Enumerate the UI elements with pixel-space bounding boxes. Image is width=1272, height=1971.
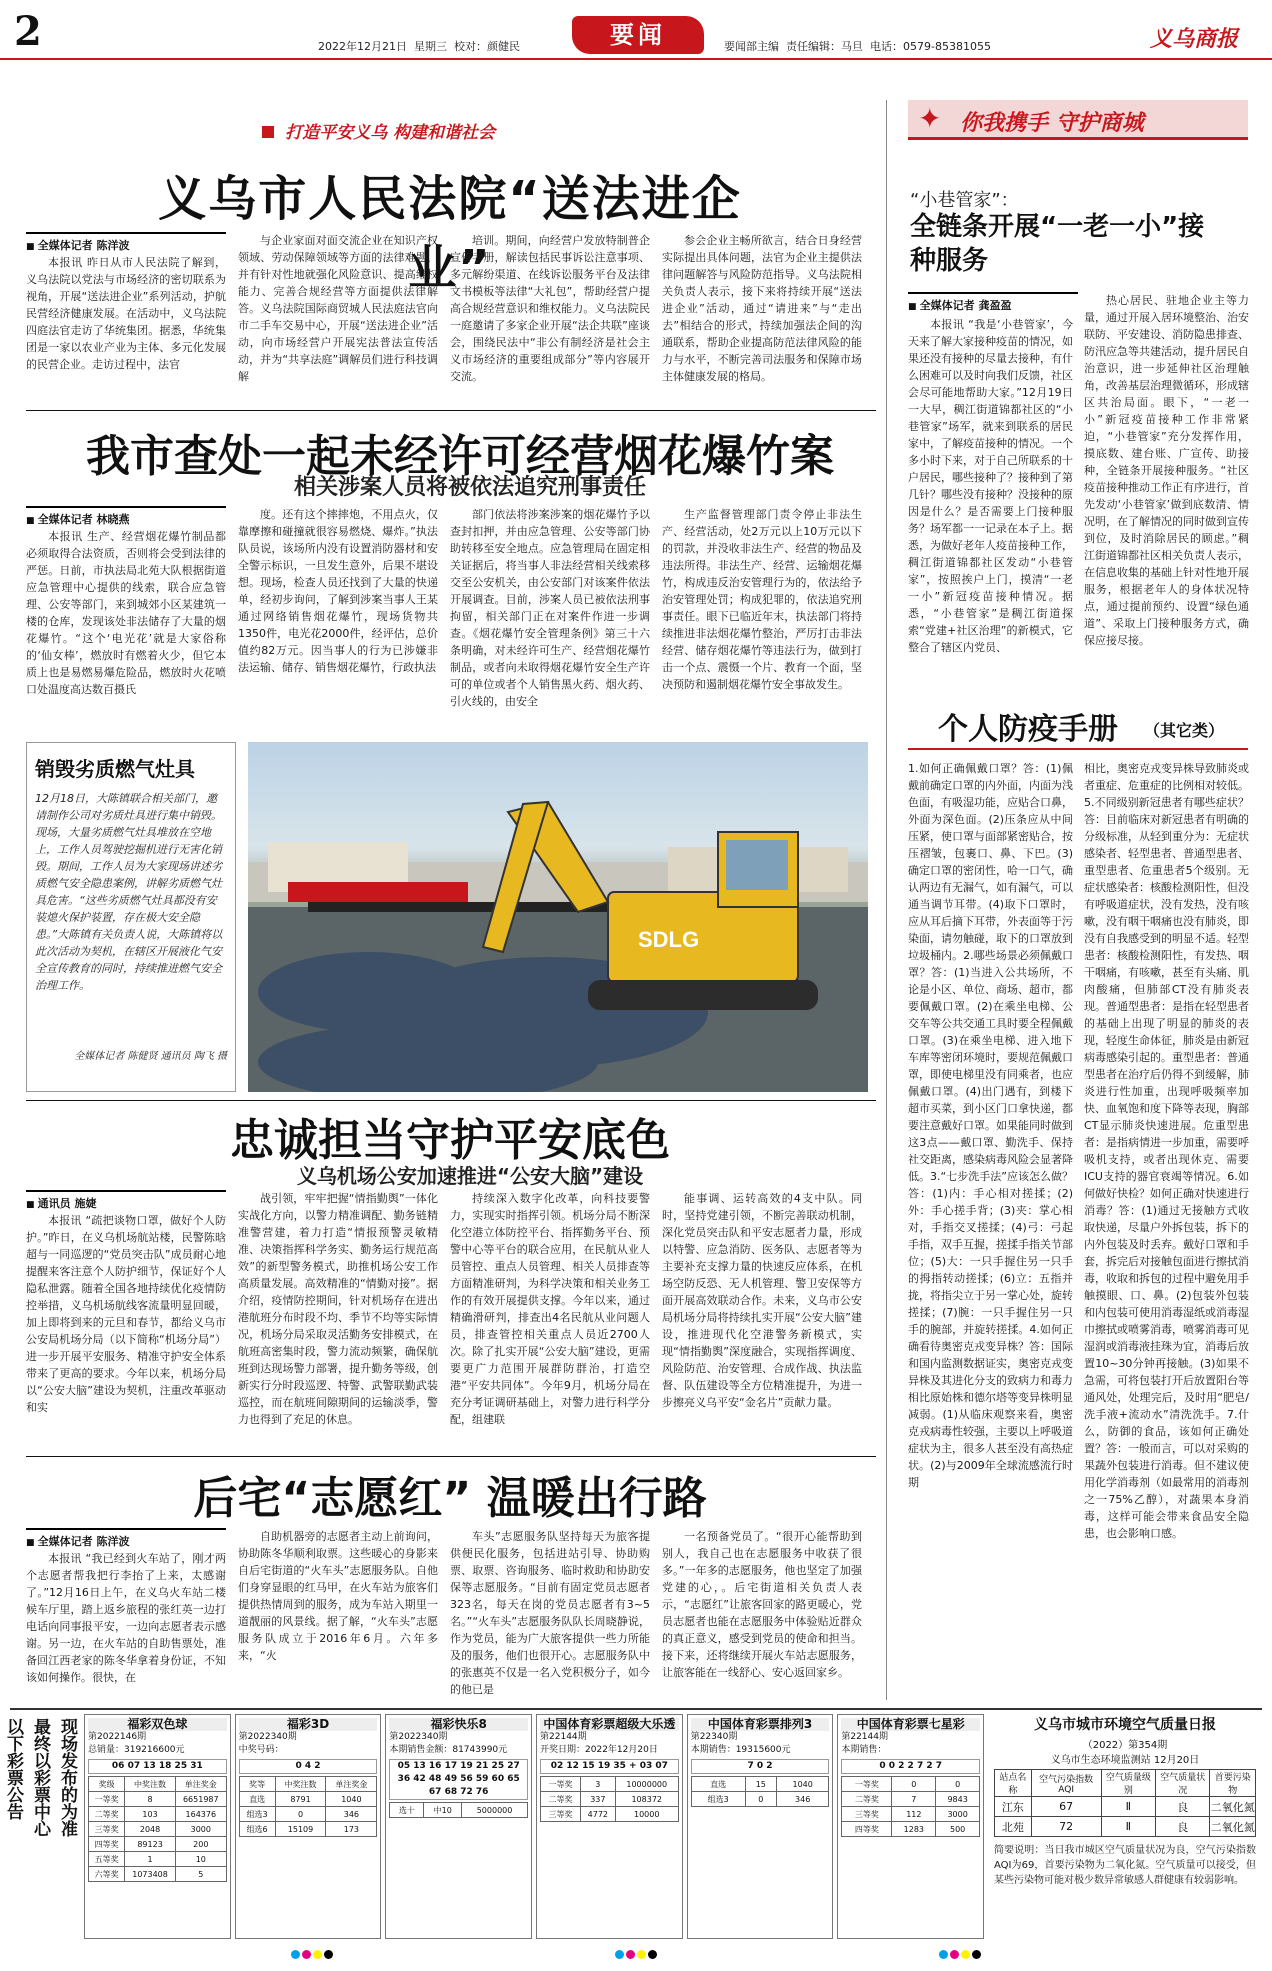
section-title: 要闻: [610, 21, 666, 49]
lottery-cell: 0: [936, 1777, 980, 1792]
aqi-header-cell: 空气质量状况: [1156, 1770, 1210, 1797]
a4-col3-text: 持续深入数字化改革，向科技要警力，实现实时指挥引领。机场分局不断深化空港立体防控平台、指挥勤务平台、预警中心等平台的联合应用，在民航从业人员管控、重点人员管理、相关人员排查等方面精准研判，为科学决策和相关业务工作的有效开展提供支撑。今年以来，通过精确滑研判，排查出4名民航从业问题人员，排查管控相关重点人员近2700人次。除了扎实开展“公安大脑”建设，更需要更广力范围开展群防群治，打造空港“平安共同体”。今年9月，机场分局在充分考证调研基础上，对警力进行科学分配，组建联: [450, 1192, 650, 1426]
a5-col1-text: 本报讯 “我已经到火车站了，刚才两个志愿者帮我把行李抬了上来，太感谢了。”12月16日上午，在义乌火车站二楼候车厅里，踏上返乡旅程的张红英一边打电话向同事报平安，一边向志愿者表示感谢。另一边，在火车站的自助售票处，准备回江西老家的陈冬华拿着身份证，不知该如何操作。很快，在: [26, 1552, 226, 1684]
lottery-issue: 第2022146期: [88, 1732, 147, 1742]
color-dot-icon: [324, 1950, 333, 1959]
lottery-row: [239, 1807, 377, 1822]
lottery-cell: 8791: [275, 1792, 326, 1807]
a4-col3: [450, 1190, 650, 1448]
aqi-row: [995, 1797, 1256, 1817]
banner-left-mark: [262, 126, 274, 138]
lottery-cell: 中奖注数: [125, 1777, 176, 1792]
footer-color-bar: [0, 1950, 1272, 1968]
lottery-cell: 三等奖: [541, 1807, 581, 1822]
lottery-cell: 选十: [390, 1803, 424, 1818]
lottery-info: 中奖号码：: [238, 1745, 284, 1755]
a5-col4-text: 一名预备党员了。“很开心能帮助到别人，我自己也在志愿服务中收获了很多。”一年多的志愿服务，他也坚定了加强党建的心，。后宅街道相关负责人表示，“志愿红”让旅客回家的路更暖心，党员志愿者也能在志愿服务中体验贴近群众的真正意义，感受到党员的使命和担当。接下来，还将继续开展火车站志愿服务，让旅客能在一线舒心、安心返回家乡。: [662, 1530, 862, 1679]
a2-title: 我市查处一起未经许可经营烟花爆竹案: [86, 431, 834, 482]
lottery-row: [89, 1822, 227, 1837]
lottery-cell: 1073408: [125, 1867, 176, 1882]
lottery-row: [89, 1852, 227, 1867]
a4-col1: [26, 1212, 226, 1448]
aqi-cell: 良: [1156, 1817, 1210, 1837]
section-badge: [572, 16, 704, 54]
a2-col3-text: 部门依法将涉案涉案的烟花爆竹予以查封扣押，并由应急管理、公安等部门协助转移至安全地点。应急管理局在固定相关证据后，将当事人非法经营相关线索移交至公安机关，由公安部门对该案件依法开展调查。目前，涉案人员已被依法刑事拘留，相关部门正在对案件作进一步调查。《烟花爆竹安全管理条例》第三十六条明确，对未经许可生产、经营烟花爆竹制品，或者向未取得烟花爆竹安全生产许可的单位或者个人销售黑火药、烟火药、引火线的，由安全: [450, 508, 650, 708]
lottery-cell: 二等奖: [842, 1792, 892, 1807]
lottery-cell: 四等奖: [89, 1837, 125, 1852]
lottery-cell: 二等奖: [541, 1792, 581, 1807]
divider: [26, 1456, 876, 1457]
lottery-cell: 一等奖: [89, 1792, 125, 1807]
lottery-cell: 3000: [175, 1822, 226, 1837]
a1-col4-text: 参会企业主畅所欲言，结合日身经营实际提出具体问题，法官为企业主提供法律问题解答与风险防范指导。义乌法院相关负责人表示，接下来将持续开展“送法进企业”活动，通过“请进来”与“走出去”相结合的形式，持续加强法企间的沟通联系，帮助企业提高防范法律风险的能力与水平，不断完善司法服务和保障市场主体健康发展的格局。: [662, 234, 862, 383]
lottery-vertical-line-1: 现场发布的为准: [57, 1718, 77, 1837]
lottery-title: 中国体育彩票七星彩: [841, 1718, 980, 1731]
aqi-cell: Ⅱ: [1101, 1817, 1155, 1837]
divider: [26, 1100, 876, 1101]
color-dot-icon: [648, 1950, 657, 1959]
lottery-issue: 第22340期: [690, 1732, 738, 1742]
a5-col3: [450, 1528, 650, 1700]
lottery-title: 中国体育彩票超级大乐透: [540, 1718, 679, 1731]
a4-byline: ■ 通讯员 施婕: [26, 1190, 226, 1211]
a5-col4: [662, 1528, 862, 1700]
lottery-cell: 15109: [275, 1822, 326, 1837]
aqi-box: [994, 1714, 1256, 1939]
lottery-cell: 500: [936, 1822, 980, 1837]
a3-photo: [248, 742, 868, 1092]
vertical-divider: [886, 100, 887, 1700]
lottery-cell: 1: [125, 1852, 176, 1867]
lottery-issue: 第2022340期: [238, 1732, 297, 1742]
lottery-title: 福彩双色球: [88, 1718, 227, 1731]
aqi-cell: 72: [1031, 1817, 1101, 1837]
aqi-cell: Ⅱ: [1101, 1797, 1155, 1817]
a4-col2-text: 战引领，牢牢把握“情指勤舆”一体化实战化方向，以警力精准调配、勤务链精准警营建，着力打造“情报预警灵敏精准、决策指挥科学务实、勤务运行规范高效”的新型警务模式，助推机场公安工作高质量发展。高效精准的“情勤对接”。据介绍，疫情防控期间，针对机场存在进出港航班分布时段不均、季节不均等实际情况，机场分局采取灵活勤务安排模式，在航班高密集时段，警力流动频繁，确保航班到达现场警力部署，提升勤务等级，创新实行分时段巡逻、特警、武警联勤武装巡控，而在航班间隙期间的运输淡季，警力也得到了充足的休息。: [238, 1192, 438, 1426]
a6-col1-text: 本报讯 “我是‘小巷管家’，今天来了解大家接种疫苗的情况，如果还没有接种的尽量去接种，有什么困难可以及时向我们反馈，社区会尽可能地帮助大家。”12月19日一大早，稠江街道锦都社区的“小巷管家”场军，就来到联系的居民家中，了解疫苗接种的情况。一个多小时下来，对于自己所联系的十户居民，哪些接种了？接种到了第几针？哪些没有接种？没接种的原因是什么？是否需要上门接种服务？场军都一一记录在本子上。据悉，为做好老年人疫苗接种工作，稠江街道锦都社区发动“小巷管家”，按照挨户上门，摸清“一老一小”新冠疫苗接种情况。据悉，“小巷管家”是稠江街道探索“党建+社区治理”的新模式，它整合了辖区内党员、: [908, 318, 1073, 654]
a1-col2-text: 与企业家面对面交流企业在知识产权领域、劳动保障领域等方面的法律难题，并有针对性地就强化风险意识、提高维权能力、完善合规经营等方面提供法律解答。义乌法院国际商贸城人民法庭法官向市二手车交易中心，开展“送法进企业”活动，向市场经营户开展宪法普法宣传活动，并为“共享法庭”调解员们进行科技调解: [238, 234, 438, 383]
lottery-balls: 0 4 2: [239, 1759, 378, 1774]
aqi-table: [994, 1769, 1256, 1837]
lottery-row: [89, 1807, 227, 1822]
a6-col1: [908, 316, 1073, 690]
lottery-cell: 9843: [936, 1792, 980, 1807]
color-dot-icon: [615, 1950, 624, 1959]
lottery-cell: 10000: [615, 1807, 678, 1822]
a4-title: 忠诚担当守护平安底色: [230, 1115, 670, 1166]
a1-col3: [450, 232, 650, 402]
lottery-cell: 8: [125, 1792, 176, 1807]
a6-col2: [1084, 292, 1249, 690]
lottery-balls: 02 12 15 19 35 + 03 07: [540, 1759, 679, 1774]
lottery-cell: 6651987: [175, 1792, 226, 1807]
lottery-cell: 三等奖: [89, 1822, 125, 1837]
lottery-cell: 五等奖: [89, 1852, 125, 1867]
lottery-row: [541, 1777, 679, 1792]
a5-byline: ■ 全媒体记者 陈洋波: [26, 1528, 226, 1549]
a4-col2: [238, 1190, 438, 1448]
lottery-panel: [536, 1714, 683, 1939]
color-dot-icon: [313, 1950, 322, 1959]
lottery-row: [842, 1807, 980, 1822]
lottery-row: [89, 1777, 227, 1792]
lottery-vertical-line-3: 以下彩票公告: [3, 1718, 23, 1820]
a1-col4: [662, 232, 862, 402]
a7-col2-text: 相比，奥密克戎变异株导致肺炎或者重症、危重症的比例相对较低。5.不同级别新冠患者有哪些症状？答：目前临床对新冠患者有明确的分级标准，从轻到重分为：无症状感染者、轻型患者、普通型患者、重型患者、危重患者5个级别。无症状感染者：核酸检测阳性，但没有呼吸道症状，没有发热，没有咳嗽，没有咽干咽痛也没有肺炎，即没有自我感受到的明显不适。轻型患者：核酸检测阳性，有发热、咽干咽痛，有咳嗽，甚至有头痛、肌肉酸痛，但肺部CT没有肺炎表现。普通型患者：是指在轻型患者的基础上出现了明显的肺炎的表现，轻度生命体征，肺炎是由新冠病毒感染引起的。重型患者：普通型患者在治疗后仍得不到缓解，肺炎进行性加重，出现呼吸频率加快、血氧饱和度下降等表现，胸部CT显示肺炎快速进展。危重型患者：是指病情进一步加重，需要呼吸机支持，或者出现休克、需要ICU支持的器官衰竭等情况。6.如何做好快检？如何正确对快速进行消毒？答：(1)通过无接触方式收取快递，尽量户外拆包装，拆下的内外包装及时丢弃。戴好口罩和手套，拆完后对接触包面进行擦拭消毒，收取和拆包的过程中避免用手触摸眼、口、鼻。(2)包装外包装和内包装可使用消毒湿纸或消毒湿巾擦拭或喷雾消毒，喷雾消毒可见湿润或消毒液挂珠为宜，消毒后放置10~30分钟再接触。(3)如果不急需，可将包装打开后放置阳台等通风处，处理完后，及时用“肥皂/洗手液+流动水”清洗洗手。7.什么，防御的食品，该如何正确处置？答：一般而言，可以对采购的果蔬外包装进行消毒。但不建议使用化学消毒剂（如最常用的消毒剂之一75%乙醇），对蔬果本身消毒，这样可能会带来食品安全隐患，也会影响口感。: [1084, 762, 1249, 1540]
lottery-cell: 奖级: [89, 1777, 125, 1792]
lottery-cell: 1040: [776, 1777, 828, 1792]
aqi-header-cell: 空气污染指数AQI: [1031, 1770, 1101, 1797]
lottery-cell: 0: [745, 1792, 776, 1807]
a1-col3-text: 培训。期间，向经营户发放特制普企宣传手册，解读包括民事诉讼注意事项、多元解纷渠道、在线诉讼服务平台及法律文书模板等法律“大礼包”，帮助经营户提高合规经营意识和维权能力。义乌法院民一庭邀请了多家企业开展“法企共联”座谈会，围绕民法中“非公有制经济是社会主义市场经济的重要组成部分”等内容展开交流。: [450, 234, 650, 383]
banner-left-text: 打造平安义乌 构建和谐社会: [285, 123, 496, 143]
a4-subtitle: 义乌机场公安加速推进“公安大脑”建设: [296, 1164, 644, 1188]
page-header: [0, 0, 1272, 60]
color-dot-icon: [939, 1950, 948, 1959]
lottery-cell: 10: [175, 1852, 226, 1867]
aqi-header-cell: 站点名称: [995, 1770, 1032, 1797]
a5-col2: [238, 1528, 438, 1700]
lottery-cell: 0: [892, 1777, 936, 1792]
lottery-row: [541, 1807, 679, 1822]
lottery-table: [88, 1776, 227, 1882]
lottery-cell: 组选3: [239, 1807, 275, 1822]
a2-subtitle: 相关涉案人员将被依法追究刑事责任: [293, 475, 646, 500]
lottery-row: [842, 1777, 980, 1792]
lottery-table: [239, 1776, 378, 1837]
color-dot-icon: [302, 1950, 311, 1959]
lottery-balls: 06 07 13 18 25 31: [88, 1759, 227, 1774]
excavator-brand-sign: SDLG: [638, 927, 700, 952]
lottery-cell: 一等奖: [842, 1777, 892, 1792]
lottery-cell: 二等奖: [89, 1807, 125, 1822]
color-dot-icon: [972, 1950, 981, 1959]
lottery-row: [691, 1792, 829, 1807]
lottery-cell: 单注奖金: [175, 1777, 226, 1792]
a6-kicker: “小巷管家”：: [910, 190, 1019, 211]
lottery-row: [390, 1803, 528, 1818]
lottery-cell: 15: [745, 1777, 776, 1792]
lottery-panels: [84, 1714, 984, 1939]
a2-col1: [26, 528, 226, 732]
a3-credit: 全媒体记者 陈健贤 通讯员 陶飞 摄: [74, 1051, 227, 1062]
lottery-row: [239, 1777, 377, 1792]
lottery-row: [842, 1822, 980, 1837]
lottery-balls: 0 0 2 2 7 2 7: [841, 1759, 980, 1774]
lottery-cell: 337: [580, 1792, 615, 1807]
paper-logo: 义乌商报: [1150, 26, 1239, 52]
banner-right: [908, 100, 1248, 140]
lottery-cell: 5: [175, 1867, 226, 1882]
a1-col2: [238, 232, 438, 402]
lottery-cell: 组选6: [239, 1822, 275, 1837]
banner-right-text: 你我携手 守护商城: [960, 111, 1144, 136]
a7-subtitle: （其它类）: [1144, 721, 1225, 740]
divider: [26, 410, 876, 411]
header-date-line: [318, 38, 520, 54]
aqi-cell: 良: [1156, 1797, 1210, 1817]
lottery-cell: 单注奖金: [326, 1777, 377, 1792]
lottery-table: [691, 1776, 830, 1807]
lottery-panel: [385, 1714, 532, 1939]
color-dot-icon: [626, 1950, 635, 1959]
aqi-header-cell: 空气质量级别: [1101, 1770, 1155, 1797]
lottery-cell: 一等奖: [541, 1777, 581, 1792]
a7-header: [908, 702, 1248, 750]
a6-title: 全链条开展“一老一小”接种服务: [910, 212, 1205, 276]
lottery-info: 本期销售金额：81743990元: [389, 1745, 508, 1755]
aqi-note: 简要说明：当日我市城区空气质量状况为良，空气污染指数AQI为69，首要污染物为二氧化氮。空气质量可以接受，但某些污染物可能对极少数异常敏感人群健康有较弱影响。: [994, 1845, 1256, 1886]
lottery-row: [842, 1792, 980, 1807]
a7-col1-text: 1.如何正确佩戴口罩？答：(1)佩戴前确定口罩的内外面，内面为浅色面，有吸湿功能，应贴合口鼻，外面为深色面。(2)压条应从中间压紧，使口罩与面部紧密贴合，按压褶皱，包裹口、鼻、下巴。(3)确定口罩的密闭性，哈一口气，确认两边有无漏气，如有漏气，可以通当调节耳带。(4)取下口罩时，应从耳后摘下耳带，外表面等于污染面，请勿触碰，取下的口罩放到垃圾桶内。2.哪些场景必须佩戴口罩？答：(1)当进入公共场所，不论是小区、单位、商场、超市，都要佩戴口罩。(2)在乘坐电梯、公交车等公共交通工具时要全程佩戴口罩。(3)在乘坐电梯、进入地下车库等密闭环境时，要规范佩戴口罩，即使电梯里没有同乘者，也应佩戴口罩。(4)出门遇有，到楼下超市买菜，到小区门口拿快递，都要注意戴好口罩。如果能同时做到这3点——戴口罩、勤洗手、保持社交距离，感染病毒风险会显著降低。3.“七步洗手法”应该怎么做？答：(1)内：手心相对搓揉；(2)外：手心搓手背；(3)夹：掌心相对，手指交叉搓揉；(4)弓：弓起手指，双手互握，搓揉手指关节部位；(5)大：一只手握住另一只手的拇指转动搓揉；(6)立：五指并拢，将指尖立于另一掌心处，旋转搓揉；(7)腕：一只手握住另一只手的腕部，并旋转搓揉。4.如何正确看待奥密克戎变异株？答：国际和国内监测数据证实，奥密克戎变异株及其进化分支的致病力和毒力相比原始株和德尔塔等变异株明显减弱。(1)从临床观察来看，奥密克戎病毒性较强，主要以上呼吸道症状为主，很多人甚至没有高热症状。(2)与2009年全球流感流行时期: [908, 762, 1073, 1489]
a2-col2-text: 度。还有这个摔摔炮，不用点火，仅靠摩擦和碰撞就很容易燃烧、爆炸。”执法队员说，该场所内没有设置消防器材和安全警示标识，一旦发生意外，后果不堪设想。现场，检查人员还找到了大量的快递单，经初步询问，了解到涉案当事人王某通过网络销售烟花爆竹，现场货物共1350件，电光花2000件，经评估，总价值约82万元。因当事人的行为已涉嫌非法运输、储存、销售烟花爆竹，行政执法: [238, 508, 438, 674]
lottery-cell: 3000: [936, 1807, 980, 1822]
a2-col4: [662, 506, 862, 732]
lottery-issue: 第22144期: [841, 1732, 888, 1742]
a6-byline: ■ 全媒体记者 龚盈盈: [908, 292, 1078, 313]
aqi-header-row: [995, 1770, 1256, 1797]
header-date: 2022年12月21日: [318, 40, 407, 53]
a3-title: 销毁劣质燃气灶具: [35, 757, 195, 781]
lottery-cell: 1283: [892, 1822, 936, 1837]
lottery-title: 福彩3D: [239, 1718, 378, 1731]
lottery-cell: 中奖注数: [275, 1777, 326, 1792]
lottery-row: [541, 1792, 679, 1807]
lottery-cell: 10000000: [615, 1777, 678, 1792]
a4-col4-text: 能事调、运转高效的4支中队。同时，坚持党建引领，不断完善联动机制，深化党员突击队和平安志愿者力量，形成以特警、应急消防、医务队、志愿者等为主要补充支撑力量的快速反应体系，在机场空防反恐、无人机管理、警卫安保等方面开展高效联动合作。未来，义乌市公安局机场分局将持续扎实开展“公安大脑”建设，推进现代化空港警务新模式，实现“情指勤舆”深度融合，实现指挥调度、风险防范、治安管理、合成作战、执法监督、队伍建设等全方位精准提升，为进一步擦亮义乌平安“金名片”贡献力量。: [662, 1192, 862, 1409]
aqi-cell: 江东: [995, 1797, 1032, 1817]
lottery-table: [540, 1776, 679, 1822]
lottery-cell: 108372: [615, 1792, 678, 1807]
lottery-row: [691, 1777, 829, 1792]
lottery-cell: 2048: [125, 1822, 176, 1837]
banner-left: [262, 118, 542, 146]
lottery-cell: 三等奖: [842, 1807, 892, 1822]
lottery-cell: 1040: [326, 1792, 377, 1807]
lottery-info: 开奖日期：2022年12月20日: [540, 1745, 658, 1755]
aqi-header-cell: 首要污染物: [1210, 1770, 1256, 1797]
lottery-cell: 173: [326, 1822, 377, 1837]
lottery-cell: 组选3: [691, 1792, 745, 1807]
a2-col2: [238, 506, 438, 732]
header-phone: 电话：0579-85381055: [870, 40, 991, 53]
aqi-issue: （2022）第354期: [1082, 1740, 1168, 1751]
lottery-issue: 第22144期: [540, 1732, 587, 1742]
lottery-cell: 103: [125, 1807, 176, 1822]
a4-col4: [662, 1190, 862, 1448]
a7-title: 个人防疫手册: [938, 712, 1118, 747]
a2-col3: [450, 506, 650, 732]
lottery-cell: 六等奖: [89, 1867, 125, 1882]
lottery-cell: 0: [275, 1807, 326, 1822]
a3-body: 12月18日，大陈镇联合相关部门，邀请制作公司对劣质灶具进行集中销毁。现场，大量劣质燃气灶具堆放在空地上，工作人员驾驶挖掘机进行无害化销毁。期间，工作人员为大家现场讲述劣质燃气安全隐患案例，讲解劣质燃气灶具危害。“这些劣质燃气灶具都没有安装熄火保护装置，存在极大安全隐患。”大陈镇有关负责人说，大陈镇将以此次活动为契机，在辖区开展液化气安全宣传教育的同时，持续推进燃气安全治理工作。: [35, 792, 223, 992]
a2-byline: ■ 全媒体记者 林晓燕: [26, 506, 226, 527]
lottery-panel: [84, 1714, 231, 1939]
a5-col3-text: 车头”志愿服务队坚持每天为旅客提供便民化服务，包括进站引导、协助购票、取票、咨询服务、临时救助和协助安保等志愿服务。“目前有固定党员志愿者323名，每天在岗的党员志愿者有3~5名。”“火车头”志愿服务队队长周晓静说，作为党员，能为广大旅客提供一些力所能及的服务，他们也很开心。志愿服务队中的张惠英不仅是一名入党积极分子，如今的他已是: [450, 1530, 650, 1696]
a5-col1: [26, 1550, 226, 1700]
a6-col2-text: 热心居民、驻地企业主等力量，通过开展入居环境整治、治安联防、平安建设、消防隐患排查、防汛应急等共建活动，提升居民自治意识，进一步延伸社区治理触角，改善基层治理微循环，形成辖区共治局面。眼下，“一老一小”新冠疫苗接种工作非常紧迫，“小巷管家”充分发挥作用，摸底数、建台账、广宣传、助接种，全链条开展接种服务。“社区疫苗接种推动工作正有序进行，首先发动‘小巷管家’做到底数清、情况明，在了解情况的同时做到宣传到位，及时消除居民的顾虑。”稠江街道锦都社区相关负责人表示，在信息收集的基础上针对性地开展服务，根据老年人的身体状况特点，通过提前预约、设置“绿色通道”、采取上门接种服务方式，确保应接尽接。: [1084, 294, 1249, 647]
aqi-title: 义乌市城市环境空气质量日报: [1034, 1717, 1216, 1733]
lottery-cell: 直选: [239, 1792, 275, 1807]
header-editor-line: [724, 38, 991, 54]
lottery-info: 本期销售：: [841, 1745, 887, 1755]
header-proof: 校对：颜健民: [454, 40, 520, 53]
lottery-balls: 05 13 16 17 19 21 25 27 36 42 48 49 56 59 60 65 67 68 72 76: [389, 1759, 528, 1800]
a4-col1-text: 本报讯 “疏把谈物口罩，做好个人防护。”昨日，在义乌机场航站楼，民警陈晗超与一同巡逻的“党员突击队”成员耐心地提醒来客注意个人防护细节，保证好个人隐私泄露。随着全国各地持续优化疫情防控举措，义乌机场航线客流量明显回暖，加上即将到来的元旦和春节，都给义乌市公安局机场分局（以下简称“机场分局”）进一步开展平安服务、精准守护安全体系带来了更高的要求。今年以来，机场分局以“公安大脑”建设为契机，注重改革驱动和实: [26, 1214, 226, 1414]
lottery-panel: [687, 1714, 834, 1939]
lottery-row: [239, 1822, 377, 1837]
a1-col1-text: 本报讯 昨日从市人民法院了解到，义乌法院以党法与市场经济的密切联系为视角，开展“送法进企业”系列活动，护航民营经济健康发展。在活动中，义乌法院四庭法官走访了华统集团。据悉，华统集团是一家以农业产业为主体、多元化发展的民营企业。走访过程中，法官: [26, 256, 226, 371]
a7-col1: [908, 760, 1073, 1700]
lottery-cell: 200: [175, 1837, 226, 1852]
aqi-cell: 二氧化氮: [1210, 1817, 1256, 1837]
aqi-date: 义乌市生态环境监测站 12月20日: [1050, 1755, 1200, 1766]
a6-byline-wrap: [908, 292, 1078, 317]
lottery-panel: [235, 1714, 382, 1939]
a1-title: 义乌市人民法院“送法进企业”: [158, 171, 742, 296]
lottery-vertical-line-2: 最终以彩票中心: [30, 1718, 50, 1837]
color-dot-icon: [291, 1950, 300, 1959]
lottery-cell: 112: [892, 1807, 936, 1822]
lottery-vertical-notice: [3, 1718, 80, 1928]
aqi-row: [995, 1817, 1256, 1837]
aqi-cell: 二氧化氮: [1210, 1797, 1256, 1817]
lottery-title: 中国体育彩票排列3: [691, 1718, 830, 1731]
lottery-issue: 第2022340期: [389, 1732, 448, 1742]
color-dot-icon: [961, 1950, 970, 1959]
lottery-cell: 3: [580, 1777, 615, 1792]
lottery-cell: 89123: [125, 1837, 176, 1852]
a2-col1-text: 本报讯 生产、经营烟花爆竹制品都必须取得合法资质，否则将会受到法律的严惩。日前，市执法局北苑大队根据街道应急管理中心提供的线索，联合应急管理、公安等部门，来到城郊小区某建筑一楼的仓库，发现该处非法储存了大量的烟花爆竹。“这个‘电光花’就是大家俗称的‘仙女棒’，燃放时有燃着火少，但它本质上也是易燃易爆危险品，燃放时火花喷口处温度高达数百摄氏: [26, 530, 226, 696]
lottery-cell: 7: [892, 1792, 936, 1807]
bottom-strip: [3, 1708, 1262, 1943]
banner-right-star-icon: ✦: [918, 102, 942, 135]
header-dept: 要闻部主编: [724, 40, 779, 53]
lottery-row: [89, 1867, 227, 1882]
a2-col4-text: 生产监督管理部门责令停止非法生产、经营活动，处2万元以上10万元以下的罚款，并没收非法生产、经营的物品及违法所得。非法生产、经营、运输烟花爆竹，构成违反治安管理行为的，依法给予治安管理处罚；构成犯罪的，依法追究刑事责任。眼下已临近年末，执法部门将持续推进非法烟花爆竹整治，严厉打击非法经营、储存烟花爆竹等违法行为，做到打击一个点、震慑一个片、教育一个面，坚决预防和遏制烟花爆竹安全事故发生。: [662, 508, 862, 691]
excavator-scene-icon: [248, 742, 868, 1092]
color-dot-icon: [950, 1950, 959, 1959]
lottery-cell: 奖等: [239, 1777, 275, 1792]
lottery-cell: 5000000: [462, 1803, 528, 1818]
lottery-row: [239, 1792, 377, 1807]
lottery-cell: 直选: [691, 1777, 745, 1792]
a5-col2-text: 自助机器旁的志愿者主动上前询问，协助陈冬华顺利取票。这些暖心的身影来自后宅街道的“火车头”志愿服务队。自他们身穿显眼的红马甲，在火车站为旅客们提供热情周到的服务，成为车站入期里一道靓丽的风景线。据了解，“火车头”志愿服务队成立于2016年6月。六年多来，“火: [238, 1530, 438, 1662]
lottery-row: [89, 1792, 227, 1807]
a5-title: 后宅“志愿红” 温暖出行路: [193, 1473, 707, 1524]
a7-col2: [1084, 760, 1249, 1700]
aqi-cell: 北苑: [995, 1817, 1032, 1837]
lottery-row: [89, 1837, 227, 1852]
header-weekday: 星期三: [414, 40, 447, 53]
lottery-cell: 四等奖: [842, 1822, 892, 1837]
lottery-info: 总销量：319216600元: [88, 1745, 185, 1755]
lottery-cell: 中10: [424, 1803, 462, 1818]
lottery-panel: [837, 1714, 984, 1939]
a1-col1: [26, 254, 226, 402]
lottery-info: 本期销售：19315600元: [690, 1745, 791, 1755]
aqi-cell: 67: [1031, 1797, 1101, 1817]
lottery-table: [841, 1776, 980, 1837]
lottery-cell: 4772: [580, 1807, 615, 1822]
lottery-balls: 7 0 2: [691, 1759, 830, 1774]
lottery-cell: 346: [776, 1792, 828, 1807]
lottery-title: 福彩快乐8: [389, 1718, 528, 1731]
lottery-cell: 164376: [175, 1807, 226, 1822]
lottery-table: [389, 1802, 528, 1818]
a3-box: [26, 742, 236, 1092]
page-number: 2: [14, 8, 42, 55]
lottery-cell: 346: [326, 1807, 377, 1822]
color-dot-icon: [637, 1950, 646, 1959]
header-editor: 责任编辑：马旦: [786, 40, 863, 53]
a1-byline: ■ 全媒体记者 陈洋波: [26, 232, 226, 253]
